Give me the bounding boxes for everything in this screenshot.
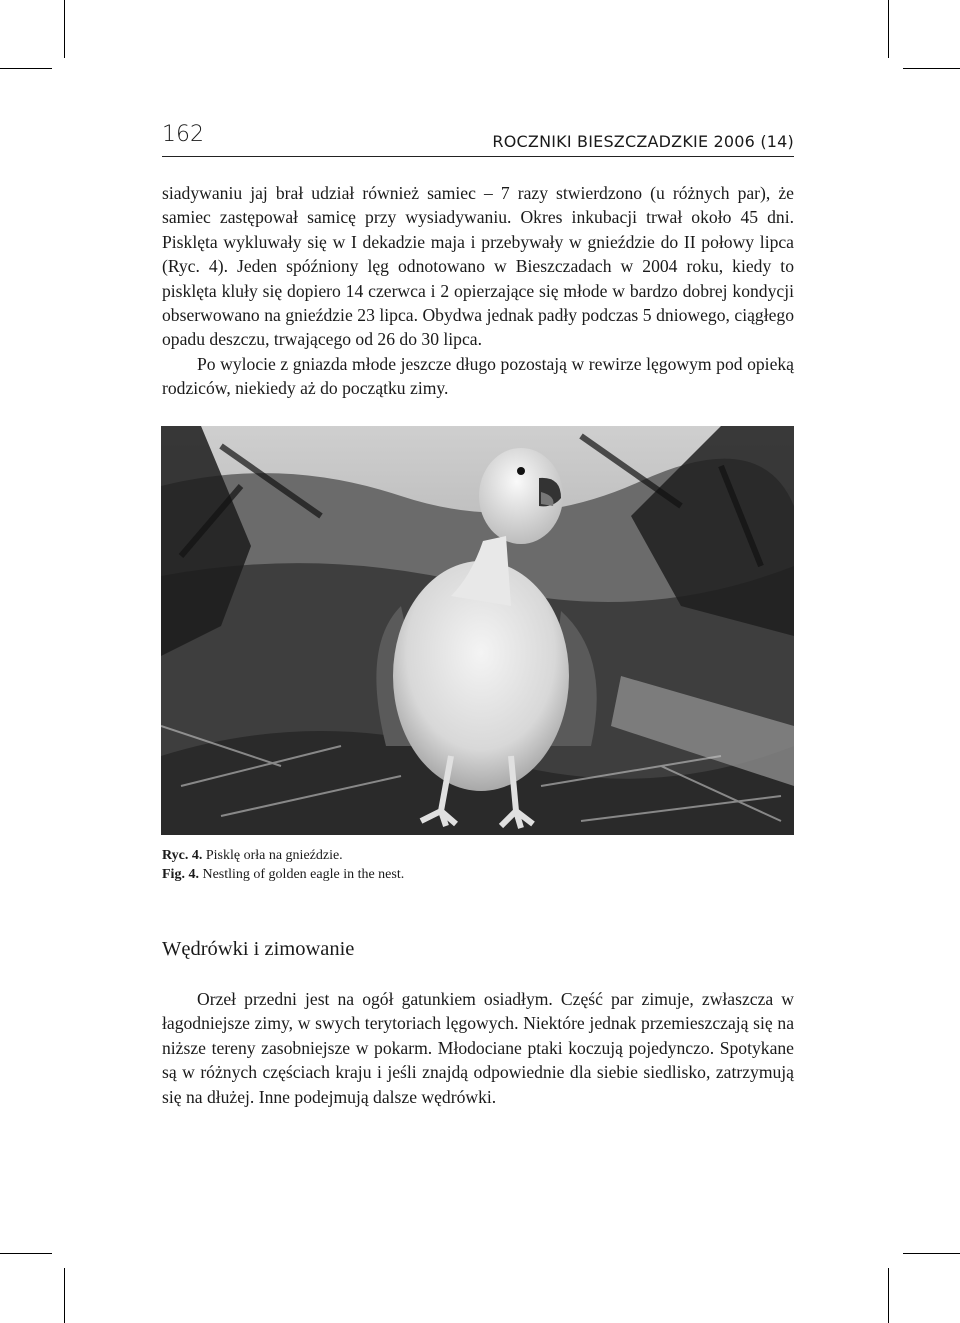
journal-title: ROCZNIKI BIESZCZADZKIE 2006 (14) (492, 132, 794, 151)
crop-mark (0, 1253, 52, 1254)
caption-text: Pisklę orła na gnieździe. (202, 848, 343, 863)
section-heading: Wędrówki i zimowanie (162, 938, 355, 960)
paragraph: siadywaniu jaj brał udział również samiec – 7 razy stwierdzono (u różnych par), że samiec zastępował samicę przy wysiadywaniu. Okres inkubacji trwał około 45 dni. Pisklęta wykluwały się w I dekadzie maja i przebywały w gnieździe do II połowy lipca (Ryc. 4). Jeden spóźniony lęg odnotowano w Bieszczadach w 2004 roku, kiedy to pisklęta kluły się dopiero 14 czerwca i 2 opierzające się młode w bardzo dobrej kondycji obserwowano na gnieździe 23 lipca. Obydwa jednak padły podczas 5 dniowego, ciągłego opadu deszczu, trwającego od 26 do 30 lipca. (162, 183, 794, 350)
caption-label: Ryc. 4. (162, 848, 203, 863)
caption-label: Fig. 4. (162, 867, 199, 882)
section-text (162, 987, 794, 1109)
figure-caption (162, 846, 404, 884)
paragraph: Orzeł przedni jest na ogół gatunkiem osiadłym. Część par zimuje, zwłaszcza w łagodniejsze zimy, w swych terytoriach lęgowych. Niektóre jednak przemieszczają się na niższe tereny zasobniejsze w pokarm. Młodociane ptaki koczują pojedynczo. Spotykane są w różnych częściach kraju i jeśli znajdą odpowiednie dla siebie siedlisko, zatrzymują się na dłużej. Inne podejmują dalsze wędrówki. (162, 989, 794, 1107)
eagle-nestling-photo (161, 426, 794, 835)
crop-mark (0, 68, 52, 69)
caption-text: Nestling of golden eagle in the nest. (198, 867, 405, 882)
body-text (162, 181, 794, 401)
caption-en (162, 865, 404, 884)
caption-pl (162, 846, 404, 865)
crop-mark (888, 1268, 889, 1323)
crop-mark (64, 1268, 65, 1323)
running-header (162, 120, 794, 157)
crop-mark (903, 1253, 960, 1254)
paragraph: Po wylocie z gniazda młode jeszcze długo pozostają w rewirze lęgowym pod opieką rodziców, niekiedy aż do początku zimy. (162, 353, 794, 399)
page-number: 162 (162, 122, 204, 147)
crop-mark (903, 68, 960, 69)
crop-mark (888, 0, 889, 58)
crop-mark (64, 0, 65, 58)
